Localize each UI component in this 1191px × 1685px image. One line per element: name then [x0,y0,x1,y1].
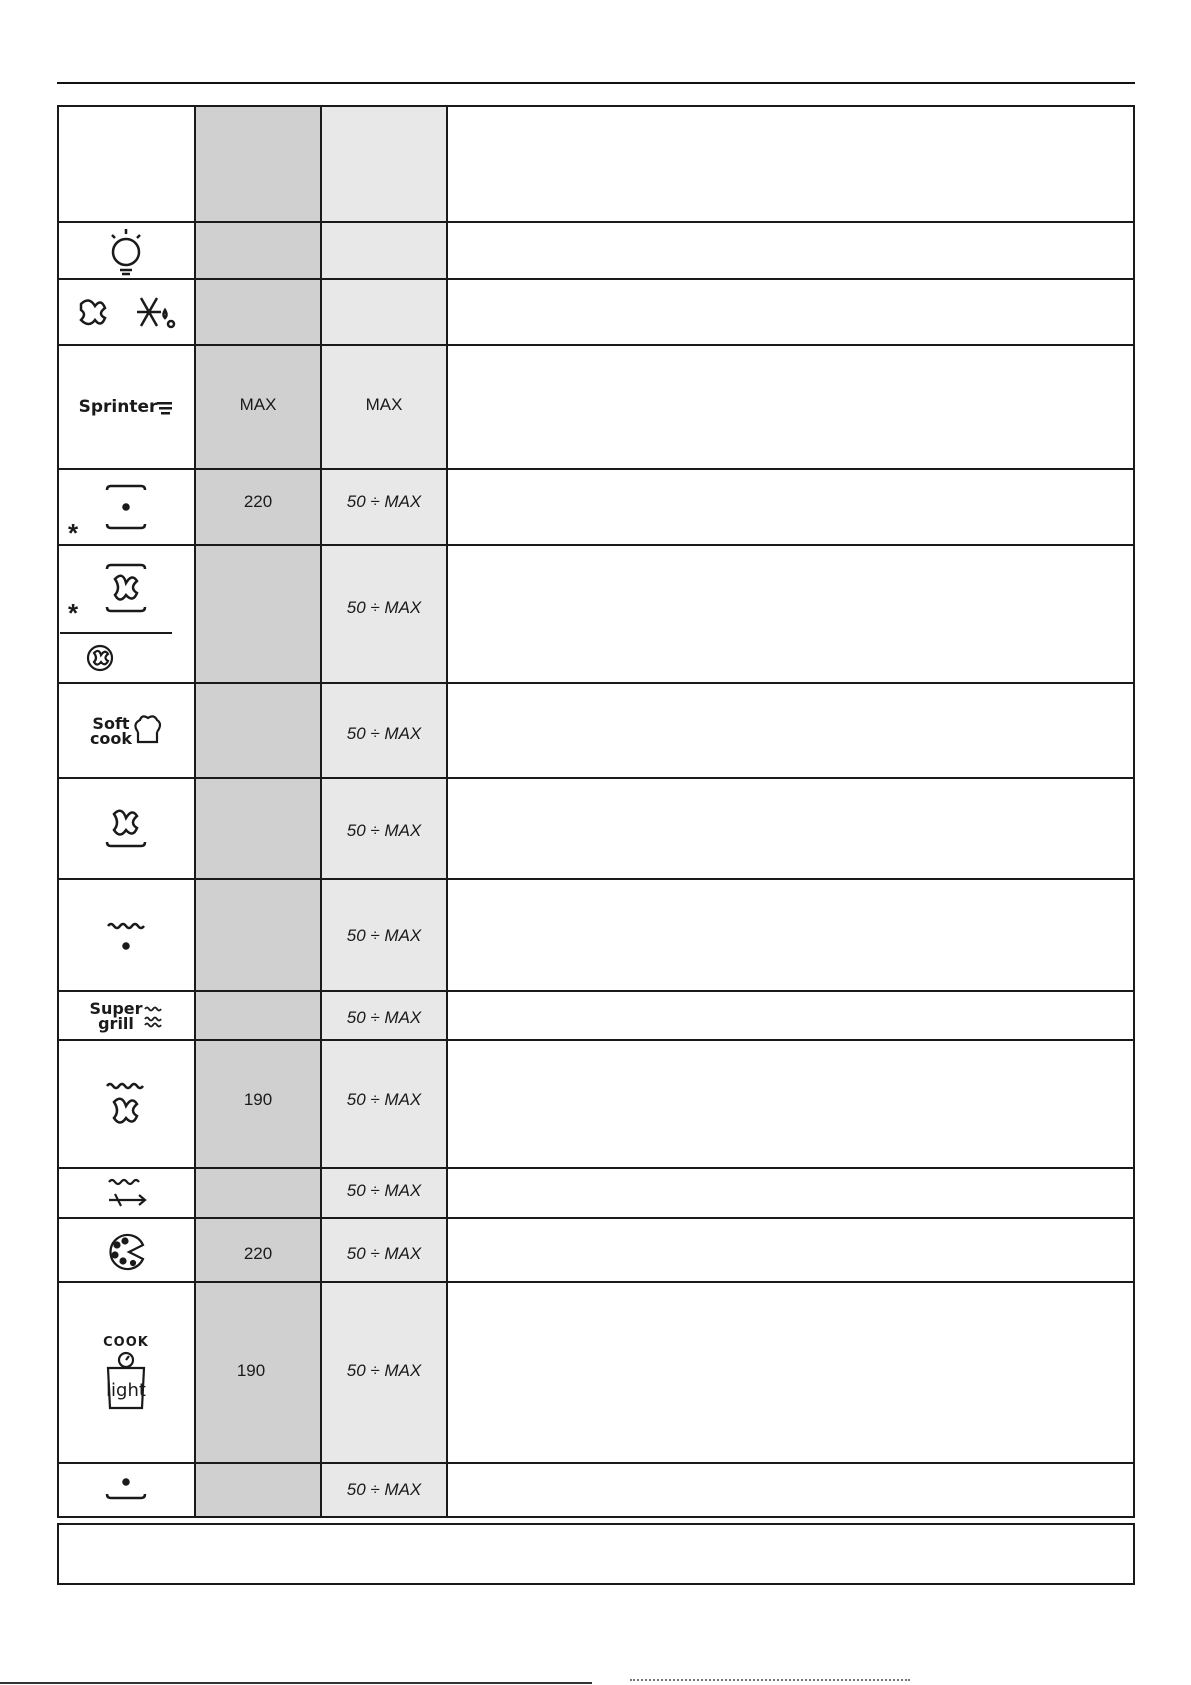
grill-icon [60,881,192,990]
row-divider [57,878,1135,880]
super-label: Super [89,999,143,1018]
cook-light-icon [60,1284,192,1462]
row-divider [57,344,1135,346]
row-divider [57,221,1135,223]
sprinter-lines-icon [157,401,173,415]
cook-label: COOK [103,1334,149,1350]
temp-range-value: 50 ÷ MAX [346,1361,422,1380]
row-divider [57,278,1135,280]
row-divider [57,468,1135,470]
rotisserie-grill-icon [60,1170,192,1217]
top-rule [57,82,1135,84]
fan-bottom-icon [60,780,192,877]
row-divider [57,1039,1135,1041]
temp-range-value: 50 ÷ MAX [346,1008,422,1027]
column-divider [320,105,322,1518]
row-divider [57,990,1135,992]
soft-label: Soft [92,714,130,733]
column-divider [194,105,196,1518]
default-temp-value: 190 [236,1361,266,1380]
sprinter-label: Sprinter [78,397,158,417]
row-divider [57,1217,1135,1219]
temp-range-value: 50 ÷ MAX [346,1480,422,1499]
default-temp-value: 220 [243,492,273,511]
temp-range-value: 50 ÷ MAX [346,1090,422,1109]
temp-range-value: 50 ÷ MAX [346,926,422,945]
function-table [57,105,1135,1518]
soft-cook-icon [60,685,192,777]
default-temp-value: 220 [243,1244,273,1263]
row-divider [57,1167,1135,1169]
temp-range-value: 50 ÷ MAX [346,1244,422,1263]
row-divider [57,682,1135,684]
light-label: light [106,1380,146,1401]
temp-range-value: 50 ÷ MAX [346,1181,422,1200]
static-heating-icon [60,471,192,543]
circular-fan-icon [60,636,140,680]
sub-divider [60,632,172,634]
temp-range-value: MAX [365,395,403,414]
fan-grill-icon [60,1042,192,1167]
pizza-icon [60,1220,192,1281]
soft-cook-label [90,716,132,746]
column-divider [446,105,448,1518]
bottom-heating-icon [60,1465,192,1515]
chef-hat-icon [132,714,162,748]
temp-range-value: 50 ÷ MAX [346,492,422,511]
sprinter-icon [60,347,192,468]
row-divider [57,1281,1135,1283]
super-grill-label [89,1001,142,1031]
note-box [57,1523,1135,1585]
grill-label: grill [98,1014,134,1033]
super-grill-icon [60,993,192,1039]
grill-waves-icon [143,1003,163,1029]
bottom-marks [630,1679,910,1685]
row-divider [57,777,1135,779]
asterisk-marker: * [68,598,79,628]
defrost-fan-icon [60,281,192,343]
bottom-rule [0,1682,592,1684]
cook-label: cook [89,729,133,748]
fan-heating-icon [60,548,192,628]
temp-range-value: 50 ÷ MAX [346,598,422,617]
temp-range-value: 50 ÷ MAX [346,821,422,840]
default-temp-value: 190 [243,1090,273,1109]
asterisk-marker: * [68,518,79,548]
row-divider [57,544,1135,546]
default-temp-value: MAX [239,395,277,414]
temp-range-value: 50 ÷ MAX [346,724,422,743]
row-divider [57,1462,1135,1464]
oven-lamp-icon [60,224,192,278]
